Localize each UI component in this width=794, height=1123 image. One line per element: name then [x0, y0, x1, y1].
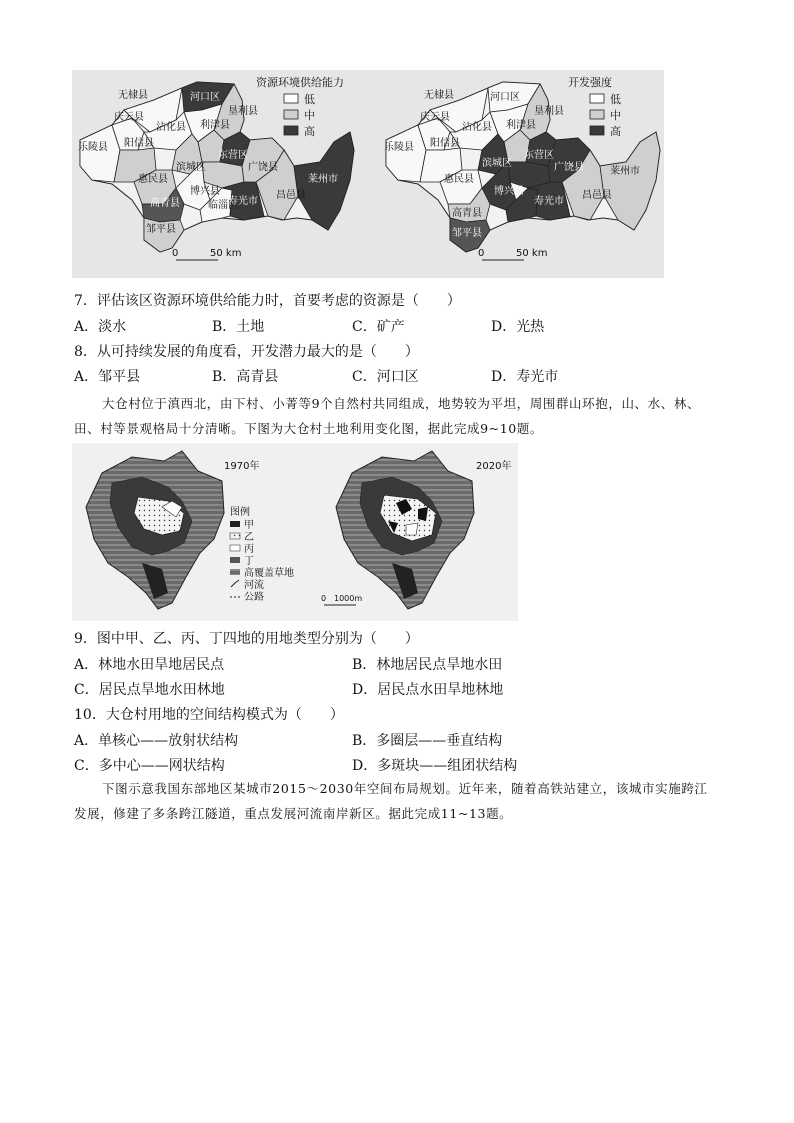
q10-option-d: D．多斑块——组团状结构 — [352, 758, 518, 774]
q9-option-a: A．林地水田旱地居民点 — [74, 657, 225, 673]
right-label-zouping: 邹平县 — [452, 228, 482, 239]
land-use-scale-label: 1000m — [334, 594, 363, 603]
left-label-hekou: 河口区 — [190, 92, 220, 103]
passage-city-plan: 下图示意我国东部地区某城市2015～2030年空间布局规划。近年来，随着高铁站建立，该城市实施跨江发展，修建了多条跨江隧道，重点发展河流南岸新区。据此完成11~13题。 — [74, 781, 708, 821]
land-use-scale-zero: 0 — [321, 594, 327, 603]
right-legend-low: 低 — [610, 93, 621, 106]
right-label-leling: 乐陵县 — [384, 142, 414, 153]
legend-title: 图例 — [230, 507, 250, 518]
legend-river-symbol — [231, 580, 239, 587]
legend-swatch-yi — [230, 533, 240, 539]
q8-option-b: B．高青县 — [212, 369, 279, 385]
land-use-legend — [230, 505, 294, 603]
right-scale-label: 50 km — [516, 248, 548, 259]
right-scale-zero: 0 — [478, 248, 485, 259]
left-label-linzi: 临淄区 — [208, 200, 238, 211]
right-label-qingyun: 庆云县 — [420, 112, 450, 123]
left-label-kenli: 垦利县 — [228, 106, 258, 117]
left-scale-zero: 0 — [172, 248, 179, 259]
left-label-guangrao: 广饶县 — [248, 162, 278, 173]
left-label-lijin: 利津县 — [200, 120, 230, 131]
q10-option-c: C．多中心——网状结构 — [74, 758, 225, 774]
left-label-gaoqing: 高青县 — [150, 198, 180, 209]
left-label-wudi: 无棣县 — [118, 90, 148, 101]
right-legend-swatch-high — [590, 126, 604, 135]
q9-option-b: B．林地居民点旱地水田 — [352, 657, 503, 673]
right-label-dongying: 东营区 — [524, 150, 554, 161]
left-label-dongying: 东营区 — [218, 150, 248, 161]
right-label-changyi: 昌邑县 — [582, 190, 612, 201]
right-label-lijin: 利津县 — [506, 120, 536, 131]
land-use-svg — [72, 443, 518, 621]
right-label-yangxin: 阳信县 — [430, 138, 460, 149]
left-legend-low: 低 — [304, 93, 315, 106]
right-label-bincheng: 滨城区 — [482, 158, 512, 169]
map-1970-year: 1970年 — [224, 461, 260, 472]
left-label-huimin: 惠民县 — [138, 174, 168, 185]
right-legend-high: 高 — [610, 125, 621, 138]
left-label-laizhou: 莱州市 — [308, 174, 338, 185]
legend-yi: 乙 — [244, 532, 254, 543]
legend-swatch-jia — [230, 521, 240, 527]
q7-option-d: D．光热 — [491, 319, 545, 335]
legend-bing: 丙 — [244, 544, 254, 555]
right-map — [384, 75, 660, 260]
left-label-changyi: 昌邑县 — [276, 190, 306, 201]
legend-river: 河流 — [244, 580, 264, 591]
right-label-kenli: 垦利县 — [534, 106, 564, 117]
map-2020 — [336, 451, 474, 609]
left-label-leling: 乐陵县 — [78, 142, 108, 153]
q8-option-d: D．寿光市 — [491, 369, 559, 385]
left-label-shouguang: 寿光市 — [228, 196, 258, 207]
q8-option-c: C．河口区 — [352, 369, 419, 385]
left-legend-swatch-mid — [284, 110, 298, 119]
right-legend-mid: 中 — [610, 109, 621, 122]
left-label-zouping: 邹平县 — [146, 224, 176, 235]
left-legend-swatch-high — [284, 126, 298, 135]
passage-dacang: 大仓村位于滇西北，由下村、小菁等9个自然村共同组成，地势较为平坦，周围群山环抱，山、水、林、田、村等景观格局十分清晰。下图为大仓村土地利用变化图，据此完成9~10题。 — [74, 396, 701, 436]
q8-option-a: A．邹平县 — [74, 369, 141, 385]
right-label-huimin: 惠民县 — [444, 174, 474, 185]
right-label-shouguang: 寿光市 — [534, 196, 564, 207]
q7-stem: 7．评估该区资源环境供给能力时，首要考虑的资源是（ ） — [74, 293, 461, 309]
right-label-wudi: 无棣县 — [424, 90, 454, 101]
legend-jia: 甲 — [244, 520, 254, 531]
right-legend-swatch-low — [590, 94, 604, 103]
left-legend-title: 资源环境供给能力 — [256, 76, 344, 89]
q10-stem: 10．大仓村用地的空间结构模式为（ ） — [74, 707, 344, 723]
left-label-zhanhua: 沾化县 — [156, 122, 186, 133]
q7-option-c: C．矿产 — [352, 319, 405, 335]
left-legend-mid: 中 — [304, 109, 315, 122]
q9-option-c: C．居民点旱地水田林地 — [74, 682, 225, 698]
right-legend-title: 开发强度 — [568, 76, 612, 89]
right-label-guangrao: 广饶县 — [554, 162, 584, 173]
map-1970 — [86, 451, 224, 609]
legend-road: 公路 — [244, 592, 264, 603]
right-label-hekou: 河口区 — [490, 92, 520, 103]
county-maps-svg — [72, 70, 664, 278]
county-maps-figure — [72, 70, 664, 278]
right-label-laizhou: 莱州市 — [610, 166, 640, 177]
left-label-yangxin: 阳信县 — [124, 138, 154, 149]
right-label-gaoqing: 高青县 — [452, 208, 482, 219]
q10-option-b: B．多圈层——垂直结构 — [352, 733, 503, 749]
left-label-bincheng: 滨城区 — [176, 162, 206, 173]
legend-swatch-ding — [230, 557, 240, 563]
legend-ding: 丁 — [244, 556, 254, 567]
right-label-boxing: 博兴县 — [494, 186, 524, 197]
legend-swatch-bing — [230, 545, 240, 551]
left-legend-swatch-low — [284, 94, 298, 103]
legend-swatch-grass — [230, 569, 240, 575]
q9-stem: 9．图中甲、乙、丙、丁四地的用地类型分别为（ ） — [74, 631, 419, 647]
left-label-boxing: 博兴县 — [190, 186, 220, 197]
q8-stem: 8．从可持续发展的角度看，开发潜力最大的是（ ） — [74, 344, 419, 360]
land-use-figure — [72, 443, 518, 621]
q7-option-a: A．淡水 — [74, 319, 127, 335]
right-label-zhanhua: 沾化县 — [462, 122, 492, 133]
q9-option-d: D．居民点水田旱地林地 — [352, 682, 504, 698]
legend-grass: 高覆盖草地 — [244, 568, 294, 579]
q7-option-b: B．土地 — [212, 319, 265, 335]
map-2020-year: 2020年 — [476, 461, 512, 472]
right-legend-swatch-mid — [590, 110, 604, 119]
left-label-qingyun: 庆云县 — [114, 112, 144, 123]
left-legend-high: 高 — [304, 125, 315, 138]
left-map — [78, 75, 354, 260]
q10-option-a: A．单核心——放射状结构 — [74, 733, 239, 749]
left-scale-label: 50 km — [210, 248, 242, 259]
